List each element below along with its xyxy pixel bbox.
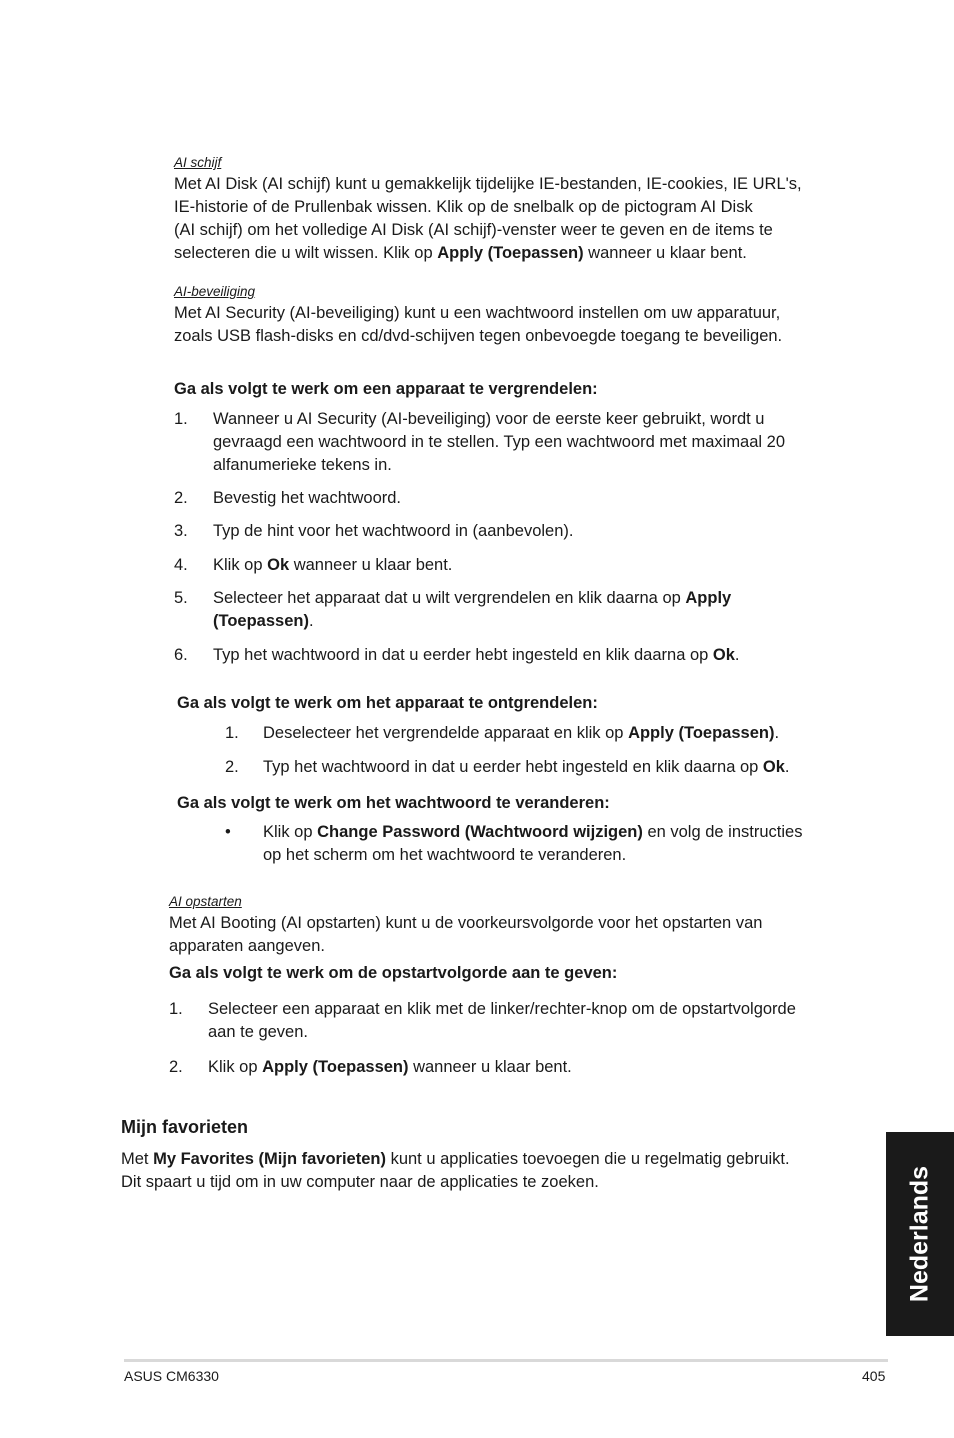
text-line: Met AI Disk (AI schijf) kunt u gemakkelijk tijdelijke IE-bestanden, IE-cookies, IE URL's, [174,175,802,193]
text-line: Met AI Booting (AI opstarten) kunt u de voorkeursvolgorde voor het opstarten van [169,914,763,932]
bullet-marker: • [225,823,231,841]
text-line [174,242,854,265]
text-line: Met AI Security (AI-beveiliging) kunt u een wachtwoord instellen om uw apparatuur, [174,304,781,322]
bold-span: Change Password (Wachtwoord wijzigen) [317,823,643,841]
list-item [174,487,854,510]
ai-disk-subtitle: AI schijf [174,155,222,170]
bold-span: (Toepassen) [213,612,309,630]
text-line: alfanumerieke tekens in. [213,456,392,474]
text-line [213,610,854,633]
text-span: selecteren die u wilt wissen. Klik op [174,244,438,262]
ai-booting-paragraph [169,912,849,958]
text-line [263,756,845,779]
favorites-paragraph [121,1148,851,1194]
text-span: wanneer u klaar bent. [583,244,747,262]
text-line: zoals USB flash-disks en cd/dvd-schijven tegen onbevoegde toegang te beveiligen. [174,327,783,345]
text-line: Typ de hint voor het wachtwoord in (aanbevolen). [213,522,574,540]
text-span: . [734,646,740,664]
list-item [169,1056,849,1079]
section-title: Mijn favorieten [121,1117,249,1137]
ai-security-subtitle: AI-beveiliging [174,284,256,299]
ai-booting-subtitle: AI opstarten [169,894,242,909]
ai-disk-paragraph [174,173,854,265]
text-line: gevraagd een wachtwoord in te stellen. Typ een wachtwoord met maximaal 20 [213,433,786,451]
text-span: wanneer u klaar bent. [289,556,453,574]
text-span: Klik op [208,1058,263,1076]
text-span: . [784,758,790,776]
bold-span: Apply (Toepassen) [437,244,584,262]
list-item [225,756,845,779]
bold-span: Ok [267,556,290,574]
text-line: Wanneer u AI Security (AI-beveiliging) voor de eerste keer gebruikt, wordt u [213,410,765,428]
list-number: 2. [174,489,188,507]
text-span: wanneer u klaar bent. [408,1058,572,1076]
list-item [174,554,854,577]
unlock-heading: Ga als volgt te werk om het apparaat te ontgrendelen: [177,694,598,712]
text-span: Typ het wachtwoord in dat u eerder hebt ingesteld en klik daarna op [263,758,763,776]
language-tab-label: Nederlands [905,1165,934,1303]
list-item [174,408,854,477]
list-item [174,644,854,667]
text-span: Deselecteer het vergrendelde apparaat en klik op [263,724,629,742]
text-line: aan te geven. [208,1023,308,1041]
bold-span: Apply [685,589,732,607]
list-number: 5. [174,589,188,607]
text-line [121,1148,851,1171]
text-line: (AI schijf) om het volledige AI Disk (AI schijf)-venster weer te geven en de items te [174,221,773,239]
list-number: 2. [169,1058,183,1076]
list-number: 6. [174,646,188,664]
change-heading: Ga als volgt te werk om het wachtwoord te veranderen: [177,794,610,812]
list-item [174,587,854,633]
bold-span: Ok [712,646,735,664]
list-item [225,821,845,867]
text-line: Bevestig het wachtwoord. [213,489,402,507]
list-number: 1. [174,410,188,428]
text-line: Selecteer een apparaat en klik met de linker/rechter-knop om de opstartvolgorde [208,1000,796,1018]
text-line: apparaten aangeven. [169,937,325,955]
page-number: 405 [862,1368,886,1384]
text-line: Dit spaart u tijd om in uw computer naar de applicaties te zoeken. [121,1173,599,1191]
text-line [213,644,854,667]
text-line [263,722,845,745]
text-span: Selecteer het apparaat dat u wilt vergrendelen en klik daarna op [213,589,686,607]
lock-heading: Ga als volgt te werk om een apparaat te vergrendelen: [174,380,598,398]
list-number: 2. [225,758,239,776]
text-span: en volg de instructies [642,823,803,841]
text-span: Klik op [213,556,268,574]
bold-span: My Favorites (Mijn favorieten) [153,1150,386,1168]
list-number: 3. [174,522,188,540]
language-tab [886,1132,954,1336]
bold-span: Apply (Toepassen) [628,724,775,742]
footer-divider [124,1359,888,1362]
text-line [213,554,854,577]
text-line: IE-historie of de Prullenbak wissen. Klik op de snelbalk op de pictogram AI Disk [174,198,753,216]
boot-heading: Ga als volgt te werk om de opstartvolgorde aan te geven: [169,964,618,982]
text-span: Typ het wachtwoord in dat u eerder hebt ingesteld en klik daarna op [213,646,713,664]
bold-span: Apply (Toepassen) [262,1058,409,1076]
list-number: 1. [169,1000,183,1018]
text-span: . [774,724,780,742]
text-span: kunt u applicaties toevoegen die u regelmatig gebruikt. [385,1150,790,1168]
list-item [174,520,854,543]
footer-product: ASUS CM6330 [124,1368,219,1384]
text-line [263,821,845,844]
text-line [213,587,854,610]
list-number: 1. [225,724,239,742]
ai-security-paragraph [174,302,854,348]
text-span: Met [121,1150,154,1168]
text-line [208,1056,849,1079]
bold-span: Ok [762,758,785,776]
list-item [169,998,849,1044]
text-span: . [308,612,314,630]
text-span: Klik op [263,823,318,841]
list-number: 4. [174,556,188,574]
text-line: op het scherm om het wachtwoord te veranderen. [263,846,627,864]
list-item [225,722,845,745]
